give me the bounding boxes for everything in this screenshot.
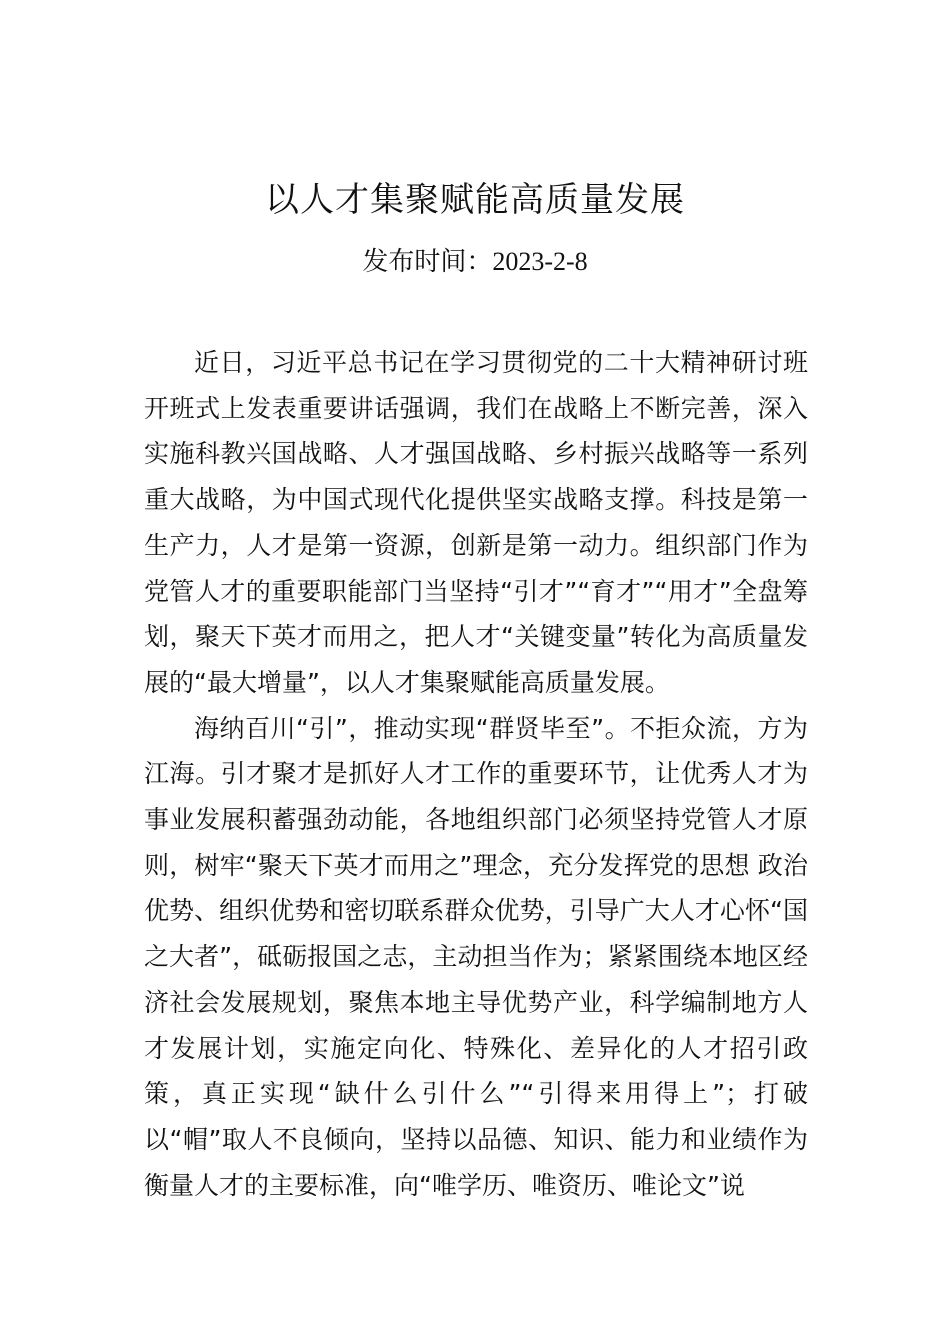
publish-date-label: 发布时间： [362,247,493,277]
article-title: 以人才集聚赋能高质量发展 [265,180,685,220]
paragraph-2: 海纳百川“引”，推动实现“群贤毕至”。不拒众流，方为江海。引才聚才是抓好人才工作的重要环节，让优秀人才为事业发展积蓄强劲动能，各地组织部门必须坚持党管人才原则，树牢“聚天下英才而用之”理念，充分发挥党的思想 政治优势、组织优势和密切联系群众优势，引导广大人才心怀“国之大者”，砥砺报国之志，主动担当作为；紧紧围绕本地区经济社会发展规划，聚焦本地主导优势产业，科学编制地方人才发展计划，实施定向化、特殊化、差异化的人才招引政策，真正实现“缺什么引什么”“引得来用得上”；打破以“帽”取人不良倾向，坚持以品德、知识、能力和业绩作为衡量人才的主要标准，向“唯学历、唯资历、唯论文”说 [144,713,808,1200]
paragraph-1: 近日，习近平总书记在学习贯彻党的二十大精神研讨班开班式上发表重要讲话强调，我们在战略上不断完善，深入实施科教兴国战略、人才强国战略、乡村振兴战略等一系列重大战略，为中国式现代化提供坚实战略支撑。科技是第一生产力，人才是第一资源，创新是第一动力。组织部门作为党管人才的重要职能部门当坚持“引才”“育才”“用才”全盘筹划，聚天下英才而用之，把人才“关键变量”转化为高质量发展的“最大增量”，以人才集聚赋能高质量发展。 [144,348,808,697]
article-body [144,340,808,1208]
publish-date-value: 2023-2-8 [492,247,588,276]
publish-date [0,240,950,284]
